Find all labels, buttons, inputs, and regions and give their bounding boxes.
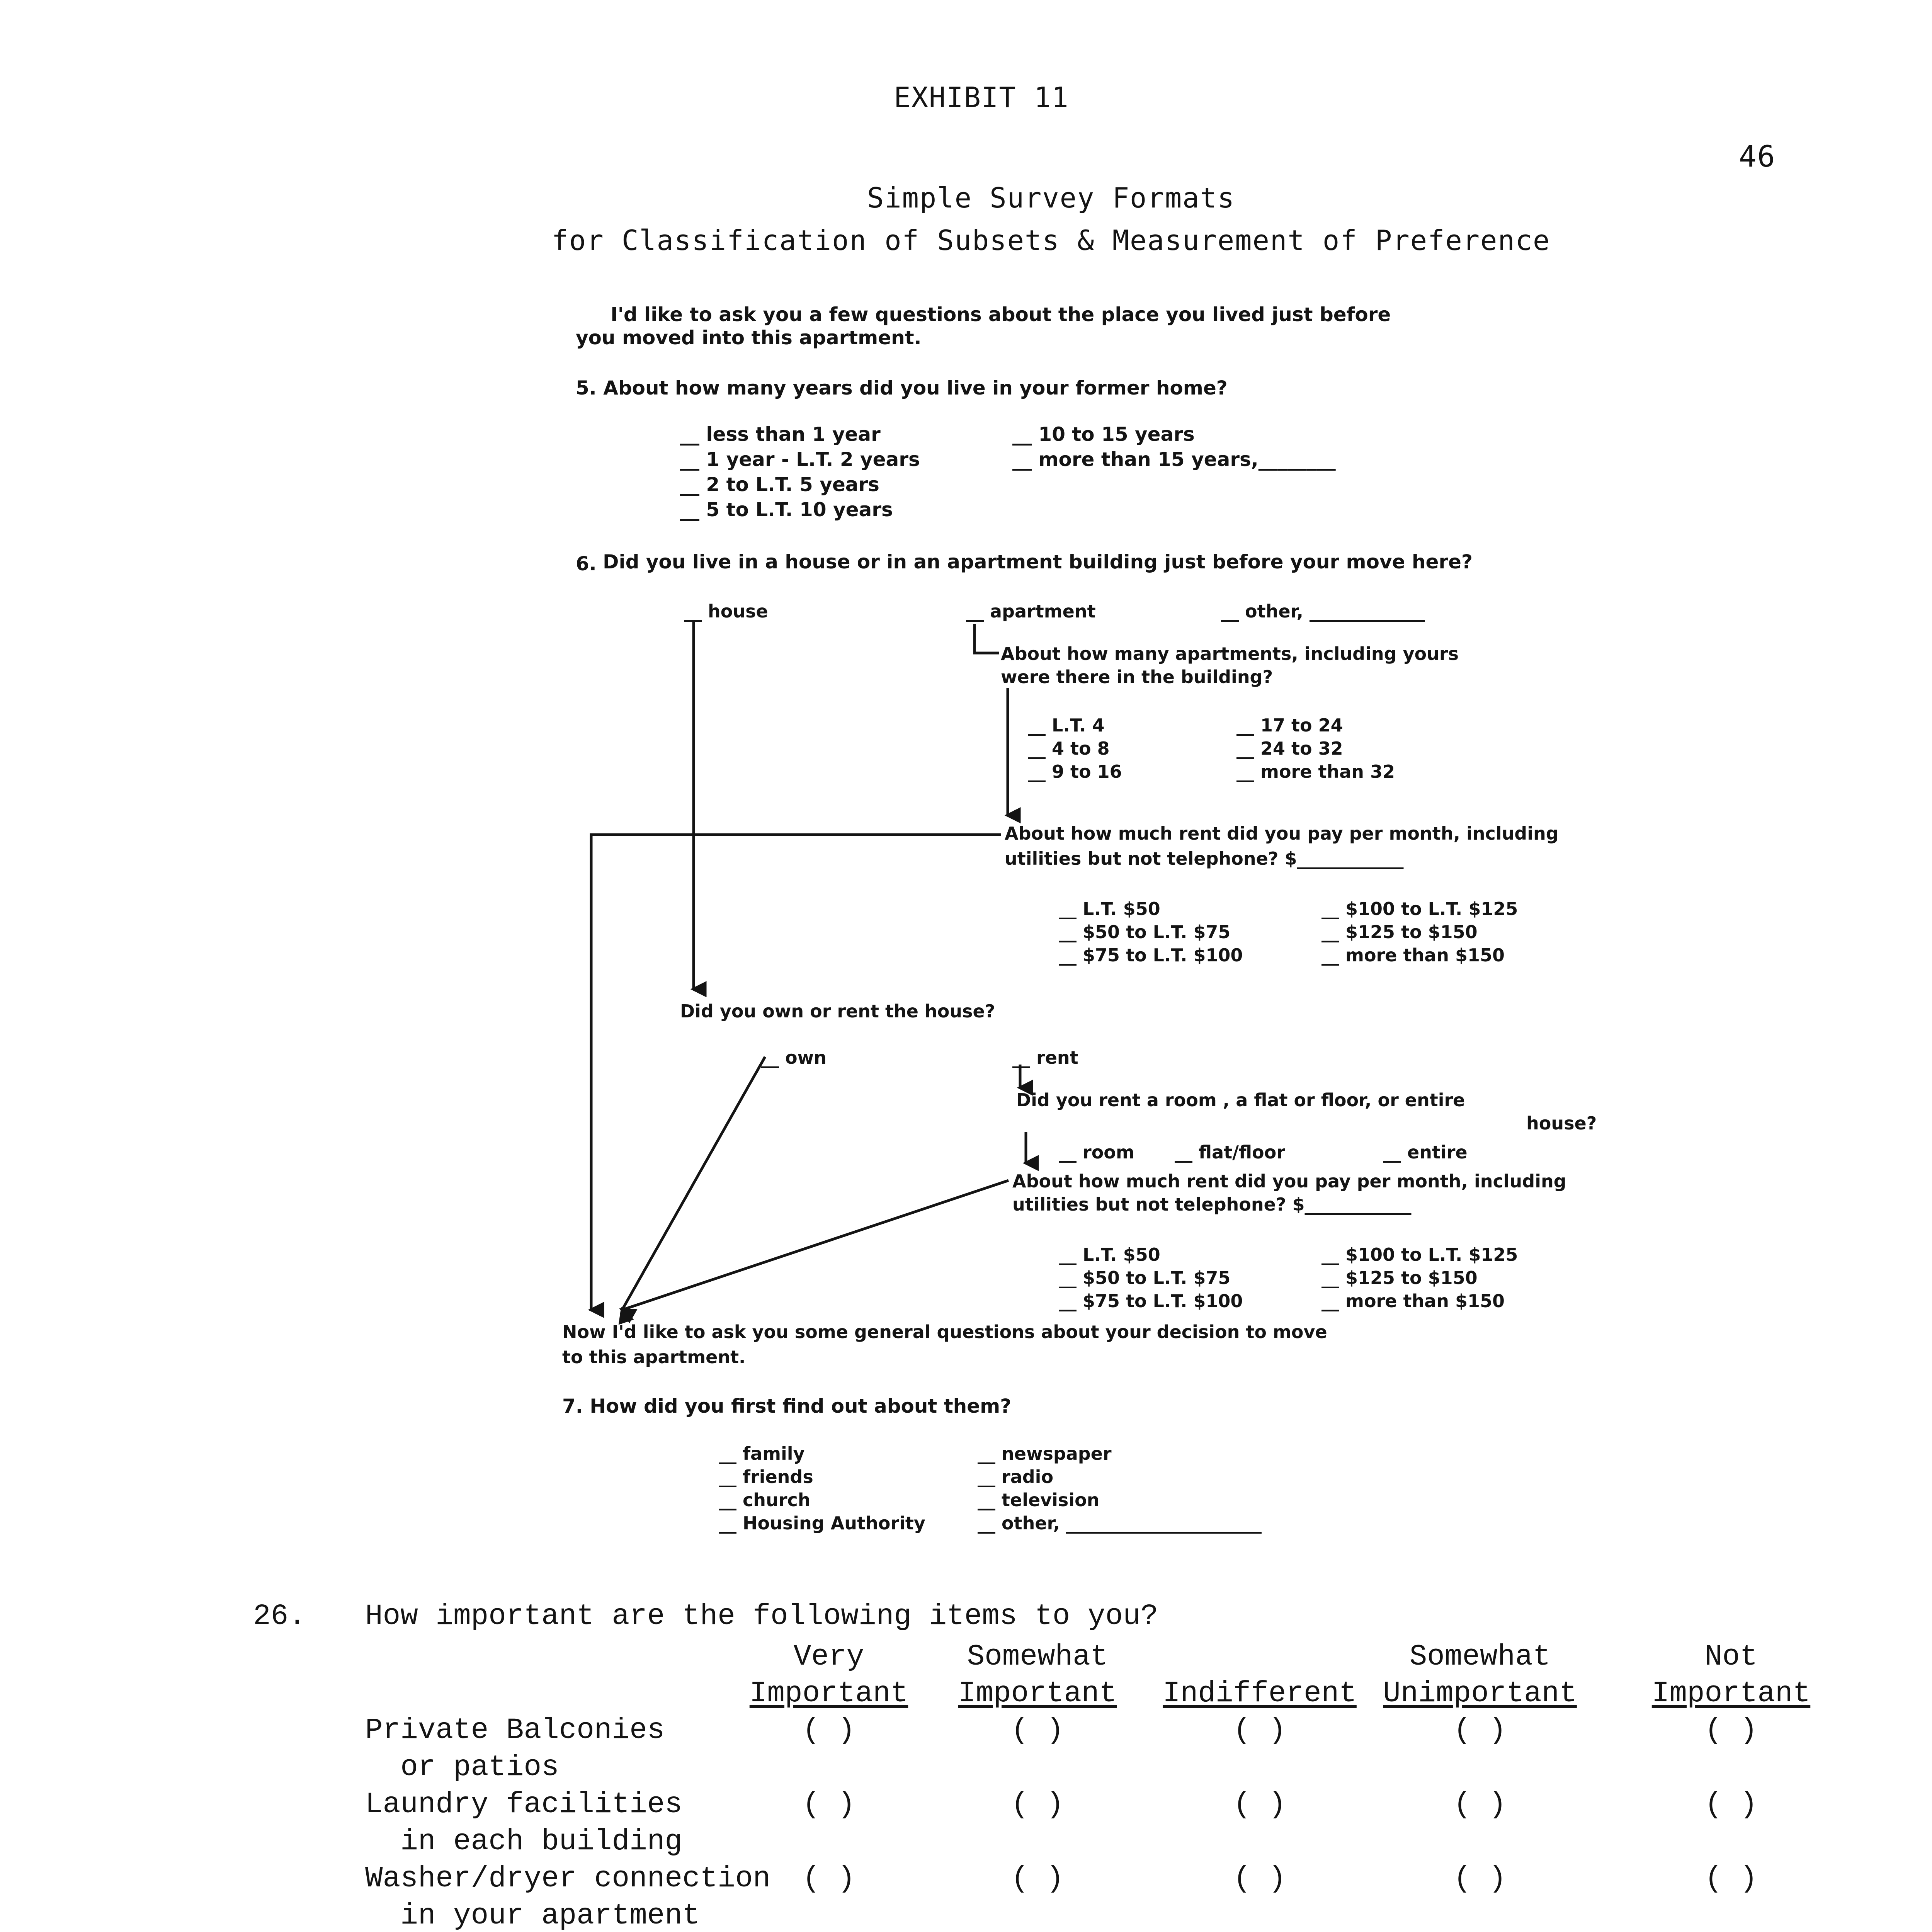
apt-option[interactable]: __ more than 32 xyxy=(1236,761,1395,782)
question-5: 5. About how many years did you live in your former home? xyxy=(576,377,1228,399)
col-header-top: Not xyxy=(1704,1640,1758,1673)
transition-text: Now I'd like to ask you some general questions about your decision to move xyxy=(562,1321,1327,1342)
apt-option[interactable]: __ 17 to 24 xyxy=(1236,715,1343,736)
rent-type-question: Did you rent a room , a flat or floor, or entire xyxy=(1016,1090,1465,1111)
other-option[interactable]: __ other, _____________ xyxy=(1221,601,1425,622)
apt-option[interactable]: __ L.T. 4 xyxy=(1028,715,1105,736)
rent2-question: About how much rent did you pay per month, including xyxy=(1012,1171,1566,1192)
room-option[interactable]: __ room xyxy=(1059,1142,1134,1163)
page-number: 46 xyxy=(1739,139,1776,173)
rating-checkbox[interactable]: ( ) xyxy=(1011,1862,1064,1895)
own-or-rent-question: Did you own or rent the house? xyxy=(680,1001,995,1022)
col-header-somewhat-important: Important xyxy=(958,1677,1117,1710)
col-header-very-important: Important xyxy=(749,1677,908,1710)
rating-checkbox[interactable]: ( ) xyxy=(802,1714,855,1747)
q5-option[interactable]: __ 2 to L.T. 5 years xyxy=(680,473,879,496)
q7-option[interactable]: __ family xyxy=(719,1443,805,1464)
rent-question: About how much rent did you pay per month, including xyxy=(1005,823,1559,844)
flat-option[interactable]: __ flat/floor xyxy=(1175,1142,1285,1163)
apartments-count-question-cont: were there in the building? xyxy=(1001,667,1273,687)
rent-option[interactable]: __ $125 to $150 xyxy=(1321,922,1478,942)
rating-checkbox[interactable]: ( ) xyxy=(802,1862,855,1895)
q5-option[interactable]: __ 1 year - L.T. 2 years xyxy=(680,448,920,471)
apt-option[interactable]: __ 24 to 32 xyxy=(1236,738,1343,759)
rating-checkbox[interactable]: ( ) xyxy=(1011,1714,1064,1747)
col-header-somewhat-unimportant: Unimportant xyxy=(1383,1677,1577,1710)
question-26-text: How important are the following items to you? xyxy=(365,1600,1158,1633)
item-label-cont: in your apartment xyxy=(365,1899,700,1932)
rent-type-question-cont: house? xyxy=(1526,1113,1597,1134)
rating-checkbox[interactable]: ( ) xyxy=(802,1788,855,1821)
rent2-option[interactable]: __ more than $150 xyxy=(1321,1291,1505,1311)
col-header-top: Somewhat xyxy=(1409,1640,1551,1673)
rent2-option[interactable]: __ $50 to L.T. $75 xyxy=(1059,1267,1231,1288)
q5-option[interactable]: __ 5 to L.T. 10 years xyxy=(680,498,893,521)
rating-checkbox[interactable]: ( ) xyxy=(1011,1788,1064,1821)
page-title: Simple Survey Formats xyxy=(867,182,1235,214)
q5-option[interactable]: __ more than 15 years,________ xyxy=(1012,448,1336,471)
item-label: Washer/dryer connection xyxy=(365,1862,770,1895)
q7-option[interactable]: __ Housing Authority xyxy=(719,1513,925,1534)
rating-checkbox[interactable]: ( ) xyxy=(1233,1788,1286,1821)
rent2-option[interactable]: __ L.T. $50 xyxy=(1059,1244,1160,1265)
apt-option[interactable]: __ 9 to 16 xyxy=(1028,761,1122,782)
item-label: Private Balconies xyxy=(365,1714,665,1747)
survey-intro-cont: you moved into this apartment. xyxy=(576,327,922,349)
transition-text-cont: to this apartment. xyxy=(562,1347,746,1367)
question-26-number: 26. xyxy=(253,1600,306,1633)
rating-checkbox[interactable]: ( ) xyxy=(1453,1714,1507,1747)
question-7: 7. How did you first find out about them? xyxy=(562,1395,1012,1417)
rent-option[interactable]: __ L.T. $50 xyxy=(1059,898,1160,919)
q7-option[interactable]: __ church xyxy=(719,1490,811,1510)
apartment-option[interactable]: __ apartment xyxy=(966,601,1096,622)
rent2-question-cont: utilities but not telephone? $____________ xyxy=(1012,1194,1412,1215)
col-header-not-important: Important xyxy=(1651,1677,1811,1710)
page-subtitle: for Classification of Subsets & Measurement of Preference xyxy=(551,224,1551,257)
col-header-top: Very xyxy=(793,1640,864,1673)
q7-option[interactable]: __ other, ______________________ xyxy=(978,1513,1262,1534)
item-label-cont: or patios xyxy=(365,1751,559,1784)
rent-option[interactable]: __ $50 to L.T. $75 xyxy=(1059,922,1231,942)
rating-checkbox[interactable]: ( ) xyxy=(1453,1788,1507,1821)
q7-option[interactable]: __ radio xyxy=(978,1466,1054,1487)
rent-house-option[interactable]: __ rent xyxy=(1012,1047,1078,1068)
item-label: Laundry facilities xyxy=(365,1788,682,1821)
question-6-number: 6. xyxy=(576,553,597,575)
item-label-cont: in each building xyxy=(365,1825,682,1858)
q7-option[interactable]: __ television xyxy=(978,1490,1100,1510)
question-6: Did you live in a house or in an apartment building just before your move here? xyxy=(603,551,1473,573)
rating-checkbox[interactable]: ( ) xyxy=(1704,1862,1758,1895)
survey-intro: I'd like to ask you a few questions about the place you lived just before xyxy=(611,303,1391,326)
house-option[interactable]: __ house xyxy=(684,601,768,622)
col-header-indifferent: Indifferent xyxy=(1163,1677,1357,1710)
rating-checkbox[interactable]: ( ) xyxy=(1704,1788,1758,1821)
rent-question-cont: utilities but not telephone? $____________ xyxy=(1005,848,1404,869)
apt-option[interactable]: __ 4 to 8 xyxy=(1028,738,1110,759)
col-header-top: Somewhat xyxy=(967,1640,1108,1673)
rating-checkbox[interactable]: ( ) xyxy=(1233,1862,1286,1895)
entire-option[interactable]: __ entire xyxy=(1383,1142,1468,1163)
apartments-count-question: About how many apartments, including yours xyxy=(1001,643,1459,664)
q7-option[interactable]: __ newspaper xyxy=(978,1443,1112,1464)
exhibit-label: EXHIBIT 11 xyxy=(894,81,1069,114)
rating-checkbox[interactable]: ( ) xyxy=(1233,1714,1286,1747)
q7-option[interactable]: __ friends xyxy=(719,1466,813,1487)
rent-option[interactable]: __ $75 to L.T. $100 xyxy=(1059,945,1243,966)
rent-option[interactable]: __ $100 to L.T. $125 xyxy=(1321,898,1518,919)
rent2-option[interactable]: __ $75 to L.T. $100 xyxy=(1059,1291,1243,1311)
q5-option[interactable]: __ 10 to 15 years xyxy=(1012,423,1195,446)
rent2-option[interactable]: __ $100 to L.T. $125 xyxy=(1321,1244,1518,1265)
rent2-option[interactable]: __ $125 to $150 xyxy=(1321,1267,1478,1288)
rating-checkbox[interactable]: ( ) xyxy=(1704,1714,1758,1747)
q5-option[interactable]: __ less than 1 year xyxy=(680,423,881,446)
own-option[interactable]: __ own xyxy=(761,1047,827,1068)
rent-option[interactable]: __ more than $150 xyxy=(1321,945,1505,966)
rating-checkbox[interactable]: ( ) xyxy=(1453,1862,1507,1895)
